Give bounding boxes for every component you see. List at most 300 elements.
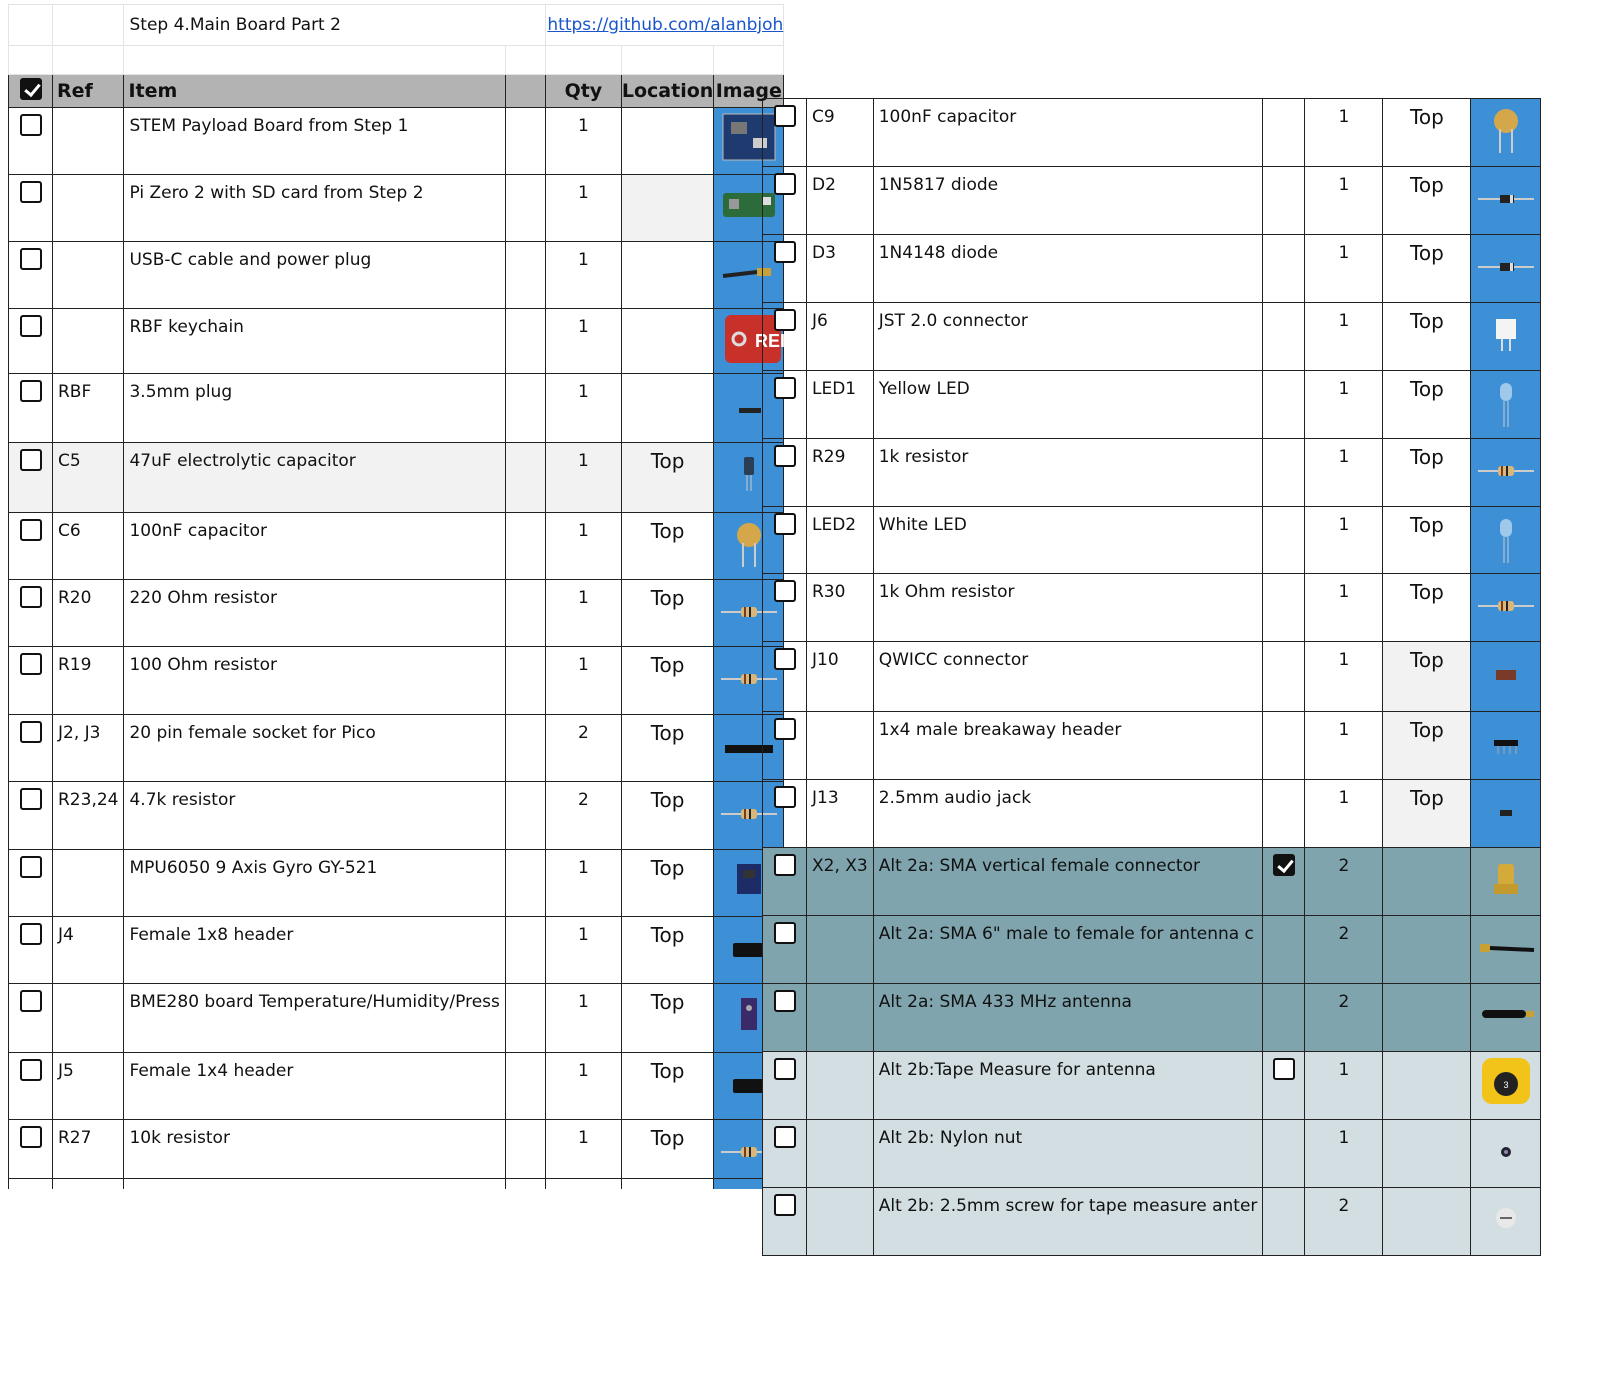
repo-link-cell xyxy=(545,5,783,46)
alternative-cell xyxy=(1263,1120,1305,1188)
row-checkbox[interactable] xyxy=(774,377,796,399)
ref-cell xyxy=(53,647,124,715)
qty-cell xyxy=(1305,235,1383,303)
blank-cell xyxy=(505,715,545,782)
item-text: 100 Ohm resistor xyxy=(129,655,278,675)
alternative-cell xyxy=(1263,99,1305,167)
location-text: Top xyxy=(1410,513,1444,537)
left-sheet xyxy=(8,4,784,1189)
qty-cell xyxy=(545,917,621,984)
image-cell xyxy=(1471,99,1541,167)
diode-photo xyxy=(1471,235,1540,293)
ref-cell xyxy=(53,175,124,242)
sma-cable-photo xyxy=(1471,916,1540,974)
qty-text: 1 xyxy=(577,925,589,945)
item-text: MPU6050 9 Axis Gyro GY-521 xyxy=(129,858,378,878)
table-row xyxy=(763,1188,1541,1256)
table-row xyxy=(9,513,784,580)
item-cell xyxy=(873,371,1263,439)
item-cell xyxy=(873,574,1263,642)
qty-cell xyxy=(545,309,621,374)
table-row xyxy=(763,235,1541,303)
row-checkbox-cell xyxy=(9,1120,53,1179)
location-text: Top xyxy=(1410,241,1444,265)
ref-cell xyxy=(53,984,124,1053)
ceramic-capacitor-photo xyxy=(1471,99,1540,157)
table-row xyxy=(9,917,784,984)
male-header-photo xyxy=(1471,712,1540,770)
location-text xyxy=(1383,984,1470,990)
row-checkbox[interactable] xyxy=(20,380,42,402)
item-cell xyxy=(124,917,505,984)
partial-cell xyxy=(53,1179,124,1190)
image-cell xyxy=(1471,439,1541,507)
qty-text: 1 xyxy=(577,317,589,337)
row-checkbox[interactable] xyxy=(774,990,796,1012)
item-text: White LED xyxy=(878,515,967,535)
location-cell xyxy=(621,715,713,782)
ref-cell xyxy=(807,984,874,1052)
svg-text:REI: REI xyxy=(754,331,785,351)
row-checkbox[interactable] xyxy=(774,445,796,467)
tape-measure-photo xyxy=(1471,1052,1540,1110)
table-row xyxy=(763,99,1541,167)
led-photo xyxy=(1471,371,1540,429)
ref-text: R23,24 xyxy=(58,790,119,810)
location-text xyxy=(622,242,713,248)
sma-connector-photo xyxy=(1471,848,1540,906)
row-checkbox[interactable] xyxy=(20,114,42,136)
item-text: 20 pin female socket for Pico xyxy=(129,723,376,743)
ref-text: C9 xyxy=(812,107,835,127)
ref-cell xyxy=(53,374,124,443)
alternative-cell xyxy=(1263,371,1305,439)
qty-cell xyxy=(1305,1120,1383,1188)
row-checkbox-cell xyxy=(763,574,807,642)
ref-text xyxy=(53,984,123,992)
location-cell xyxy=(621,309,713,374)
table-row xyxy=(763,916,1541,984)
table-row xyxy=(9,715,784,782)
ref-cell xyxy=(807,371,874,439)
qty-cell xyxy=(545,1120,621,1179)
qty-cell xyxy=(1305,439,1383,507)
row-checkbox[interactable] xyxy=(20,248,42,270)
location-cell xyxy=(1383,439,1471,507)
item-cell xyxy=(873,916,1263,984)
row-checkbox-cell xyxy=(763,848,807,916)
screw-photo xyxy=(1471,1188,1540,1246)
location-text: Top xyxy=(650,1059,685,1083)
location-text xyxy=(622,309,713,315)
item-text: Alt 2b:Tape Measure for antenna xyxy=(878,1060,1156,1080)
location-cell xyxy=(1383,99,1471,167)
ref-cell xyxy=(53,917,124,984)
ref-text: R19 xyxy=(58,655,92,675)
row-checkbox[interactable] xyxy=(20,1059,42,1081)
qty-cell xyxy=(1305,574,1383,642)
repo-link[interactable]: https://github.com/alanbjoh xyxy=(547,15,784,35)
item-cell xyxy=(124,513,505,580)
row-checkbox-cell xyxy=(9,443,53,513)
item-cell xyxy=(124,1053,505,1120)
qty-text: 1 xyxy=(577,250,589,270)
location-cell xyxy=(621,108,713,175)
row-checkbox[interactable] xyxy=(774,1126,796,1148)
led-photo xyxy=(1471,507,1540,565)
ref-text: R20 xyxy=(58,588,92,608)
row-checkbox-cell xyxy=(9,108,53,175)
qty-text: 1 xyxy=(577,992,589,1012)
qty-cell xyxy=(545,1053,621,1120)
item-text: Female 1x4 header xyxy=(129,1061,294,1081)
table-row xyxy=(9,580,784,647)
ref-cell xyxy=(807,167,874,235)
qty-text: 1 xyxy=(577,858,589,878)
qty-text: 1 xyxy=(577,1128,589,1148)
row-checkbox[interactable] xyxy=(774,513,796,535)
diode-photo xyxy=(1471,167,1540,225)
item-text: 1N5817 diode xyxy=(878,175,999,195)
item-text: 220 Ohm resistor xyxy=(129,588,278,608)
row-checkbox[interactable] xyxy=(774,241,796,263)
item-cell xyxy=(873,1120,1263,1188)
image-cell xyxy=(1471,167,1541,235)
row-checkbox[interactable] xyxy=(774,173,796,195)
alternative-cell xyxy=(1263,167,1305,235)
location-text xyxy=(622,374,713,380)
item-cell xyxy=(124,715,505,782)
item-cell xyxy=(124,850,505,917)
qty-cell xyxy=(1305,507,1383,574)
ref-cell xyxy=(807,916,874,984)
qty-cell xyxy=(545,175,621,242)
ref-text xyxy=(53,850,123,858)
qty-text: 2 xyxy=(577,790,589,810)
location-text: Top xyxy=(1410,309,1444,333)
row-checkbox[interactable] xyxy=(20,181,42,203)
row-checkbox[interactable] xyxy=(20,653,42,675)
ref-text xyxy=(53,309,123,317)
partial-cell xyxy=(124,1179,505,1190)
select-all-cell xyxy=(9,75,53,108)
table-row xyxy=(9,647,784,715)
alternative-cell xyxy=(1263,916,1305,984)
location-text xyxy=(622,108,713,114)
row-checkbox[interactable] xyxy=(20,923,42,945)
table-row xyxy=(9,782,784,850)
svg-text:3: 3 xyxy=(1503,1080,1509,1090)
item-cell xyxy=(873,1188,1263,1256)
alternative-cell xyxy=(1263,439,1305,507)
row-checkbox[interactable] xyxy=(20,788,42,810)
item-text: Alt 2a: SMA vertical female connector xyxy=(878,856,1200,876)
item-text: Yellow LED xyxy=(878,379,970,399)
ref-text xyxy=(53,175,123,183)
row-checkbox-cell xyxy=(763,99,807,167)
row-checkbox-cell xyxy=(763,507,807,574)
row-checkbox[interactable] xyxy=(20,449,42,471)
ref-text xyxy=(807,1052,873,1060)
item-text: 1N4148 diode xyxy=(878,243,999,263)
qty-cell xyxy=(1305,371,1383,439)
ref-text: J6 xyxy=(812,311,828,331)
location-text: Top xyxy=(650,990,685,1014)
ref-cell xyxy=(807,507,874,574)
qty-text: 1 xyxy=(1338,243,1350,263)
alternative-cell xyxy=(1263,712,1305,780)
qty-cell xyxy=(545,374,621,443)
nylon-nut-photo xyxy=(1471,1120,1540,1178)
table-row xyxy=(763,574,1541,642)
item-text: BME280 board Temperature/Humidity/Press xyxy=(129,992,500,1012)
qty-cell xyxy=(545,513,621,580)
location-cell xyxy=(1383,1120,1471,1188)
ref-cell xyxy=(53,1120,124,1179)
row-checkbox[interactable] xyxy=(774,648,796,670)
header-item: Item xyxy=(124,75,505,108)
qty-cell xyxy=(545,443,621,513)
item-cell xyxy=(124,580,505,647)
location-cell xyxy=(621,782,713,850)
row-checkbox[interactable] xyxy=(774,1194,796,1216)
blank-cell xyxy=(505,1120,545,1179)
row-checkbox-cell xyxy=(763,439,807,507)
qty-text: 1 xyxy=(1338,311,1350,331)
row-checkbox[interactable] xyxy=(774,580,796,602)
table-row xyxy=(9,850,784,917)
blank-cell xyxy=(505,984,545,1053)
row-checkbox-cell xyxy=(763,780,807,848)
ref-cell xyxy=(807,1120,874,1188)
item-text: USB-C cable and power plug xyxy=(129,250,372,270)
location-cell xyxy=(621,1053,713,1120)
qty-cell xyxy=(545,850,621,917)
blank-cell xyxy=(505,782,545,850)
item-text: JST 2.0 connector xyxy=(878,311,1028,331)
item-cell xyxy=(124,647,505,715)
row-checkbox[interactable] xyxy=(774,922,796,944)
location-text xyxy=(1383,1052,1470,1058)
ref-cell xyxy=(807,780,874,848)
alternative-checkbox[interactable] xyxy=(1273,854,1295,876)
location-text: Top xyxy=(1410,105,1444,129)
header-image: Image xyxy=(714,75,784,108)
ref-cell xyxy=(807,1188,874,1256)
location-text: Top xyxy=(1410,648,1444,672)
item-text: 3.5mm plug xyxy=(129,382,233,402)
location-text: Top xyxy=(1410,718,1444,742)
item-cell xyxy=(124,175,505,242)
table-row xyxy=(9,984,784,1053)
row-checkbox[interactable] xyxy=(774,309,796,331)
item-text: 4.7k resistor xyxy=(129,790,236,810)
location-cell xyxy=(621,647,713,715)
header-blank xyxy=(505,75,545,108)
row-checkbox-cell xyxy=(763,167,807,235)
row-checkbox[interactable] xyxy=(20,315,42,337)
row-checkbox[interactable] xyxy=(20,990,42,1012)
table-row-partial xyxy=(9,1179,784,1190)
location-cell xyxy=(1383,167,1471,235)
location-text xyxy=(1383,1120,1470,1126)
row-checkbox[interactable] xyxy=(774,786,796,808)
qty-text: 2 xyxy=(1338,1196,1350,1216)
ref-cell xyxy=(53,242,124,309)
row-checkbox[interactable] xyxy=(20,519,42,541)
image-cell xyxy=(1471,574,1541,642)
ref-text xyxy=(807,1188,873,1196)
row-checkbox[interactable] xyxy=(20,721,42,743)
alternative-cell xyxy=(1263,642,1305,712)
qwiic-connector-photo xyxy=(1471,642,1540,700)
qty-text: 1 xyxy=(577,1061,589,1081)
image-cell xyxy=(1471,1052,1541,1120)
location-cell xyxy=(1383,1188,1471,1256)
table-row xyxy=(763,780,1541,848)
qty-cell xyxy=(1305,167,1383,235)
location-cell xyxy=(1383,235,1471,303)
item-cell xyxy=(873,642,1263,712)
location-text xyxy=(622,175,713,181)
location-text: Top xyxy=(650,856,685,880)
qty-text: 2 xyxy=(1338,856,1350,876)
audio-jack-photo xyxy=(1471,780,1540,838)
row-checkbox[interactable] xyxy=(774,854,796,876)
image-cell xyxy=(1471,642,1541,712)
row-checkbox[interactable] xyxy=(774,718,796,740)
row-checkbox-cell xyxy=(9,850,53,917)
row-checkbox-cell xyxy=(9,782,53,850)
qty-text: 1 xyxy=(577,183,589,203)
blank-cell xyxy=(505,443,545,513)
row-checkbox-cell xyxy=(763,371,807,439)
item-text: 1k resistor xyxy=(878,447,969,467)
qty-cell xyxy=(545,782,621,850)
ref-text xyxy=(807,984,873,992)
item-cell xyxy=(873,507,1263,574)
qty-cell xyxy=(1305,916,1383,984)
location-text: Top xyxy=(1410,173,1444,197)
item-text: Alt 2a: SMA 433 MHz antenna xyxy=(878,992,1132,1012)
table-row xyxy=(9,1120,784,1179)
qty-text: 1 xyxy=(1338,1128,1350,1148)
left-parts-table xyxy=(8,4,784,1189)
table-row xyxy=(763,712,1541,780)
row-checkbox-cell xyxy=(9,513,53,580)
row-checkbox[interactable] xyxy=(774,105,796,127)
table-row xyxy=(763,303,1541,371)
qty-text: 1 xyxy=(577,655,589,675)
item-cell xyxy=(124,443,505,513)
location-text: Top xyxy=(650,923,685,947)
item-cell xyxy=(873,99,1263,167)
location-cell xyxy=(621,242,713,309)
ref-text: C5 xyxy=(58,451,81,471)
partial-cell xyxy=(621,1179,713,1190)
ref-cell xyxy=(807,1052,874,1120)
qty-text: 1 xyxy=(1338,582,1350,602)
partial-cell xyxy=(9,1179,53,1190)
blank-cell xyxy=(505,513,545,580)
row-checkbox[interactable] xyxy=(20,1126,42,1148)
qty-cell xyxy=(545,647,621,715)
qty-cell xyxy=(545,984,621,1053)
alternative-cell xyxy=(1263,507,1305,574)
alternative-cell xyxy=(1263,780,1305,848)
ref-cell xyxy=(53,443,124,513)
row-checkbox-cell xyxy=(9,309,53,374)
select-all-checkbox[interactable] xyxy=(20,78,42,100)
qty-cell xyxy=(1305,1052,1383,1120)
item-text: 100nF capacitor xyxy=(878,107,1017,127)
row-checkbox-cell xyxy=(9,917,53,984)
ref-text: J13 xyxy=(812,788,839,808)
row-checkbox-cell xyxy=(763,1052,807,1120)
location-cell xyxy=(1383,848,1471,916)
location-cell xyxy=(621,984,713,1053)
ref-cell xyxy=(807,303,874,371)
ref-text: LED2 xyxy=(812,515,857,535)
ref-cell xyxy=(53,782,124,850)
alternative-checkbox[interactable] xyxy=(1273,1058,1295,1080)
ref-text: R30 xyxy=(812,582,846,602)
row-checkbox-cell xyxy=(763,916,807,984)
alternative-cell xyxy=(1263,1052,1305,1120)
qty-text: 1 xyxy=(577,116,589,136)
ref-text: J5 xyxy=(58,1061,74,1081)
ref-text: RBF xyxy=(58,382,92,402)
qty-cell xyxy=(1305,984,1383,1052)
image-cell xyxy=(1471,1188,1541,1256)
location-text: Top xyxy=(650,788,685,812)
blank-cell xyxy=(505,175,545,242)
row-checkbox[interactable] xyxy=(774,1058,796,1080)
item-text: Pi Zero 2 with SD card from Step 2 xyxy=(129,183,424,203)
qty-text: 2 xyxy=(577,723,589,743)
row-checkbox[interactable] xyxy=(20,856,42,878)
table-row xyxy=(763,642,1541,712)
blank-cell xyxy=(505,309,545,374)
item-text: QWICC connector xyxy=(878,650,1029,670)
row-checkbox-cell xyxy=(763,235,807,303)
location-text: Top xyxy=(650,586,685,610)
table-row xyxy=(9,309,784,374)
qty-cell xyxy=(1305,99,1383,167)
location-cell xyxy=(1383,712,1471,780)
item-cell xyxy=(124,1120,505,1179)
table-row xyxy=(763,1052,1541,1120)
qty-text: 1 xyxy=(1338,515,1350,535)
location-cell xyxy=(1383,916,1471,984)
location-text: Top xyxy=(650,653,685,677)
spacer-row xyxy=(9,46,784,75)
qty-text: 1 xyxy=(1338,788,1350,808)
right-sheet xyxy=(762,98,1541,1256)
qty-text: 1 xyxy=(577,451,589,471)
location-text: Top xyxy=(1410,580,1444,604)
row-checkbox[interactable] xyxy=(20,586,42,608)
location-text xyxy=(1383,916,1470,922)
resistor-photo xyxy=(1471,574,1540,632)
row-checkbox-cell xyxy=(9,374,53,443)
location-text: Top xyxy=(1410,377,1444,401)
qty-text: 1 xyxy=(1338,107,1350,127)
qty-text: 1 xyxy=(577,588,589,608)
table-row xyxy=(9,175,784,242)
item-cell xyxy=(124,309,505,374)
row-checkbox-cell xyxy=(763,1188,807,1256)
